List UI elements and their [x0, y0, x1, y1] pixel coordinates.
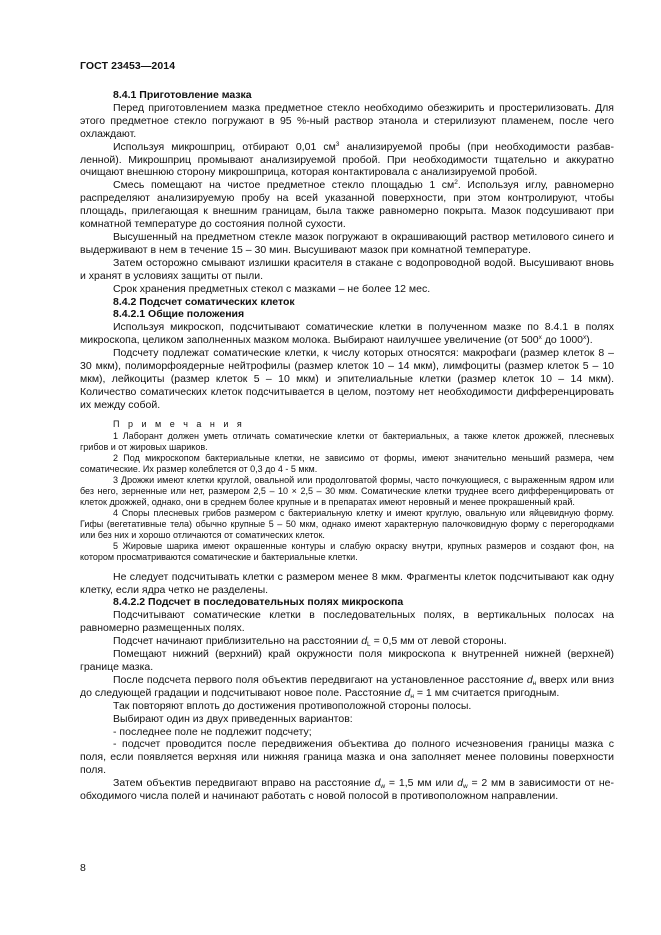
- variable: d: [361, 635, 368, 648]
- list-item: - последнее поле не подлежит подсчету;: [113, 725, 312, 738]
- notes-title: П р и м е ч а н и я: [113, 418, 245, 429]
- superscript: 2: [454, 179, 458, 187]
- page-number: 8: [80, 862, 86, 874]
- paragraph: Подсчету подлежат соматические клетки, к числу которых относятся: макрофаги (размер клеток 8 – 30 мкм), полиморфоядерные нейтрофилы (размер клеток 10 – 14 мкм), лимфоциты (размер клеток 5 – 10 мкм), лейкоциты (размер клеток 5 – 10 мкм) и эпителиальные клетки (размер клеток 10 – 14 мкм). Количество соматических клеток подсчитывается в целом, поэтому нет необходимости дифференцировать их между собой.: [80, 347, 614, 411]
- paragraph: Так повторяют вплоть до достижения противоположной стороны полосы.: [113, 699, 472, 712]
- list-item: - подсчет проводится после передвижения объектива до полного исчезновения границы мазка с поля, если появляется верхняя или нижняя граница мазка и она заполняет менее половины поверхности поля.: [80, 738, 614, 777]
- paragraph: Помещают нижний (верхний) край окружности поля микроскопа к внутренней нижней (верхней) границе мазка.: [80, 648, 614, 673]
- text: Используя микроскоп, подсчитывают соматические клетки в полученном мазке по 8.4.1 в полях микроскопа, целиком заполненных мазком молока. Выбирают наилучшее увеличение (от 500: [80, 321, 614, 347]
- paragraph: [80, 179, 614, 231]
- paragraph: Перед приготовлением мазка предметное стекло необходимо обезжирить и простерилизовать. Для этого предметное стекло погружают в 95 %-ный раствор этанола и стерилизуют пламенем, после чего охлаждают.: [80, 101, 614, 140]
- text: = 0,5 мм от левой стороны.: [370, 635, 507, 648]
- variable: d: [404, 686, 411, 699]
- subscript: w: [380, 783, 386, 791]
- variable: d: [374, 777, 381, 790]
- standard-header: ГОСТ 23453—2014: [80, 60, 176, 72]
- text: = 2 мм в зависимости от необходимого числа полей и начинают работать с новой полосой в противоположном направлении.: [80, 777, 615, 803]
- paragraph: Выбирают один из двух приведенных вариантов:: [113, 712, 353, 725]
- paragraph: Срок хранения предметных стекол с мазками – не более 12 мес.: [113, 282, 431, 295]
- subscript: L: [367, 641, 371, 649]
- paragraph: [80, 141, 614, 180]
- superscript: х: [583, 334, 587, 342]
- text: . Используя иглу, равномерно распределяют анализируемую пробу на всей указанной поверхности, при этом контролируют, чтобы площадь, прилегающая к внешним границам, была также равномерно покрыта. Мазок подсушивают при комнатной температуре до состояния полной сухости.: [80, 179, 614, 231]
- paragraph: Высушенный на предметном стекле мазок погружают в окрашивающий раствор метилового синего и выдерживают в нем в течение 15 – 30 мин. Высушивают мазок при комнатной температуре.: [80, 230, 614, 256]
- paragraph: Подсчитывают соматические клетки в последовательных полях, в вертикальных полосах на равномерно размещенных полях.: [80, 609, 614, 635]
- subscript: н: [532, 679, 537, 687]
- text: После подсчета первого поля объектив передвигают на установленное расстояние: [113, 673, 527, 686]
- paragraph: Затем осторожно смывают излишки красителя в стакане с водопроводной водой. Высушивают вновь и хранят в условиях защиты от пыли.: [80, 256, 614, 282]
- note-1: 1 Лаборант должен уметь отличать соматические клетки от бактериальных, а также клеток дрожжей, плесневых грибов и от жировых шариков.: [80, 430, 614, 452]
- page-content: [80, 89, 614, 803]
- text: = 1 мм считается пригодным.: [413, 686, 560, 699]
- note-4: 4 Споры плесневых грибов размером с бактериальную клетку и имеют круглую, овальную или яйцевидную форму. Гифы (вегетативные тела) обычно крупные 5 – 50 мкм, однако имеют характерную палочковидную форму с перегородками или без них и хорошо отличаются от соматических клеток.: [80, 507, 614, 540]
- section-8-4-1-title: 8.4.1 Приготовление мазка: [113, 89, 252, 101]
- variable: d: [526, 673, 533, 686]
- text: анализируемой пробы (при необходимости разбавленной). Микрошприц промывают анализируемой пробой. При необходимости тщательно и аккуратно очищают внешнюю сторону микрошприца, которая контактировала с анализируемой пробой.: [80, 140, 614, 179]
- superscript: 3: [335, 140, 340, 148]
- note-2: 2 Под микроскопом бактериальные клетки, не зависимо от формы, имеют значительно меньший размера, чем соматические. Их размер колеблется от 0,3 до 4 - 5 мкм.: [80, 452, 614, 474]
- paragraph: [80, 777, 614, 803]
- paragraph: [80, 635, 614, 648]
- text: Затем объектив передвигают вправо на расстояние: [113, 777, 375, 790]
- text: вверх или вниз до следующей градации и подсчитывают новое поле. Расстояние: [80, 673, 615, 699]
- note-5: 5 Жировые шарика имеют окрашенные контуры и слабую окраску внутри, крупных размеров и создают фон, на котором просматриваются соматические и бактериальные клетки.: [80, 540, 614, 562]
- subscript: н: [410, 692, 414, 700]
- paragraph: Не следует подсчитывать клетки с размером менее 8 мкм. Фрагменты клеток подсчитывают как одну клетку, если ядра четко не разделены.: [80, 570, 614, 596]
- section-8-4-2-title: 8.4.2 Подсчет соматических клеток: [113, 295, 295, 308]
- notes-block: [80, 419, 614, 563]
- text: до 1000: [541, 334, 584, 347]
- subscript: w: [462, 783, 468, 791]
- section-8-4-2-1-title: 8.4.2.1 Общие положения: [113, 308, 245, 321]
- text: Подсчет начинают приблизительно на расстоянии: [113, 635, 362, 648]
- text: ).: [586, 334, 593, 347]
- paragraph: [80, 321, 614, 347]
- note-3: 3 Дрожжи имеют клетки круглой, овальной или продолговатой формы, часто почкующиеся, с выраженным ядром или без него, зерненные или нет, размером 2,5 – 10 × 2,5 – 30 мкм. Соматические клетки труднее всего дифференцировать от клеток дрожжей, однако, они в среднем более крупные и в препаратах имеют неровный и менее прокрашенный край.: [80, 474, 614, 507]
- paragraph: [80, 674, 614, 700]
- variable: d: [457, 777, 463, 790]
- superscript: х: [538, 334, 542, 342]
- text: Смесь помещают на чистое предметное стекло площадью 1 см: [113, 179, 455, 192]
- section-8-4-2-2-title: 8.4.2.2 Подсчет в последовательных полях микроскопа: [113, 596, 404, 609]
- text: = 1,5 мм или: [385, 777, 458, 790]
- text: Используя микрошприц, отбирают 0,01 см: [113, 140, 336, 153]
